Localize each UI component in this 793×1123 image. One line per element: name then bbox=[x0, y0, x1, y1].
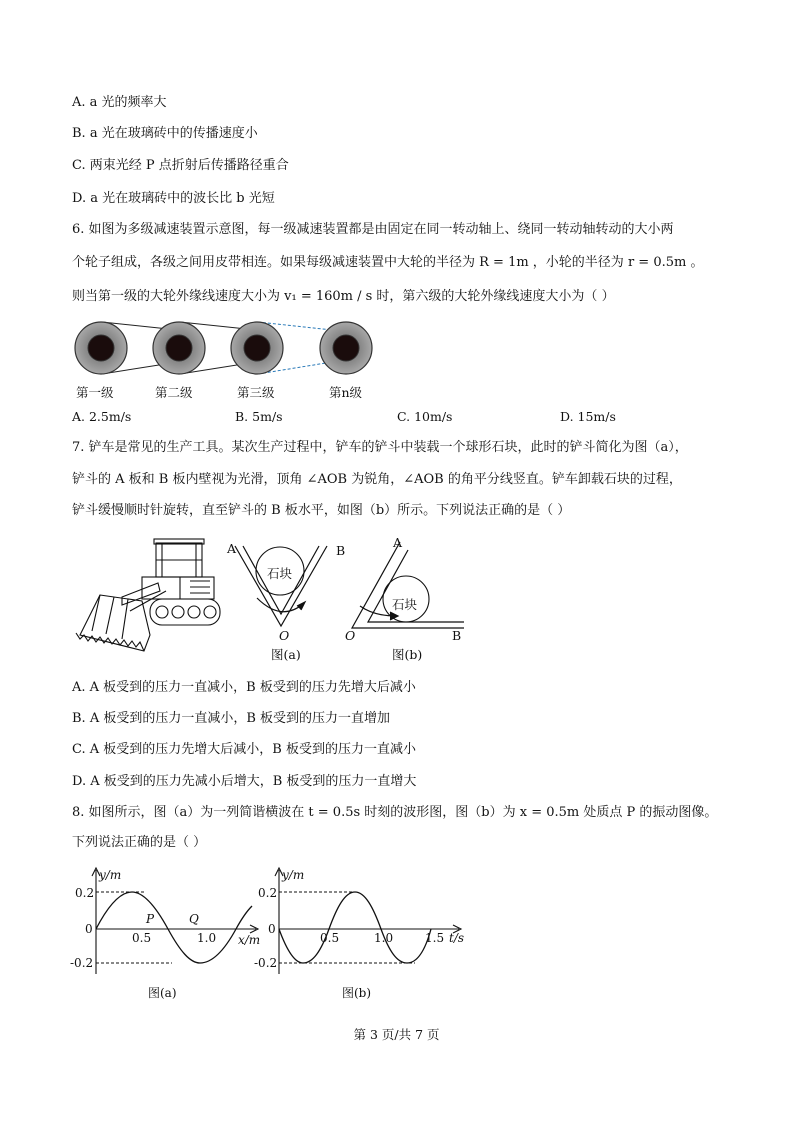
graph-b-xtick-0.5: 0.5 bbox=[320, 931, 340, 945]
figure-b-bucket bbox=[340, 536, 470, 646]
graph-a-ytick-max: 0.2 bbox=[75, 886, 95, 900]
q6-option-a: A. 2.5m/s bbox=[72, 409, 132, 424]
q6-wheel-diagram bbox=[70, 318, 380, 380]
fig-b-label-A: A bbox=[393, 535, 403, 550]
q8-text-line-2: 下列说法正确的是（ ） bbox=[72, 835, 207, 850]
q6-text-line-1: 6. 如图为多级减速装置示意图，每一级减速装置都是由固定在同一转动轴上、绕同一转动轴转动的大小两 bbox=[72, 222, 674, 237]
q6-option-c: C. 10m/s bbox=[397, 409, 453, 424]
q5-option-b: B. a 光在玻璃砖中的传播速度小 bbox=[72, 126, 258, 141]
fig-b-caption: 图(b) bbox=[392, 647, 423, 662]
q7-option-c: C. A 板受到的压力先增大后减小，B 板受到的压力一直减小 bbox=[72, 742, 416, 757]
graph-b-xtick-1.5: 1.5 bbox=[425, 931, 445, 945]
q6-text-line-3: 则当第一级的大轮外缘线速度大小为 v₁ = 160m / s 时，第六级的大轮外缘线速度大小为（ ） bbox=[72, 289, 615, 304]
graph-b-xtick-1.0: 1.0 bbox=[374, 931, 394, 945]
wheel-label-3: 第三级 bbox=[237, 385, 275, 400]
graph-b-ytick-zero: 0 bbox=[268, 922, 276, 936]
graph-b-ytick-max: 0.2 bbox=[258, 886, 278, 900]
q5-option-d: D. a 光在玻璃砖中的波长比 b 光短 bbox=[72, 191, 275, 206]
graph-a-caption: 图(a) bbox=[148, 986, 177, 1000]
page-footer: 第 3 页/共 7 页 bbox=[353, 1027, 440, 1042]
fig-b-label-O: O bbox=[345, 628, 356, 643]
wheel-label-n: 第n级 bbox=[329, 385, 363, 400]
fig-a-label-A: A bbox=[227, 541, 237, 556]
wheel-3 bbox=[231, 322, 283, 374]
wheel-label-2: 第二级 bbox=[155, 385, 193, 400]
q7-option-a: A. A 板受到的压力一直减小，B 板受到的压力先增大后减小 bbox=[72, 680, 416, 695]
q7-text-line-3: 铲斗缓慢顺时针旋转，直至铲斗的 B 板水平，如图（b）所示。下列说法正确的是（ ） bbox=[72, 503, 571, 518]
q7-option-d: D. A 板受到的压力先减小后增大，B 板受到的压力一直增大 bbox=[72, 774, 417, 789]
graph-b-caption: 图(b) bbox=[342, 986, 372, 1000]
wheel-n bbox=[320, 322, 372, 374]
fig-a-label-B: B bbox=[336, 543, 346, 558]
graph-a-ytick-zero: 0 bbox=[85, 922, 93, 936]
fig-a-label-O: O bbox=[279, 628, 290, 643]
graph-a-xtick-0.5: 0.5 bbox=[132, 931, 152, 945]
graph-a-point-P: P bbox=[146, 912, 155, 926]
fig-b-label-B: B bbox=[452, 628, 462, 643]
fig-b-stone: 石块 bbox=[392, 597, 418, 612]
q7-text-line-1: 7. 铲车是常见的生产工具。某次生产过程中，铲车的铲斗中装载一个球形石块，此时的铲斗简化为图（a）， bbox=[72, 440, 688, 455]
graph-b-ytick-min: -0.2 bbox=[254, 956, 278, 970]
wheel-label-1: 第一级 bbox=[76, 385, 114, 400]
wheel-1 bbox=[75, 322, 127, 374]
q7-text-line-2: 铲斗的 A 板和 B 板内壁视为光滑，顶角 ∠AOB 为锐角，∠AOB 的角平分线竖直。铲车卸载石块的过程， bbox=[72, 472, 682, 487]
q5-option-c: C. 两束光经 P 点折射后传播路径重合 bbox=[72, 158, 289, 173]
wave-graph-a bbox=[70, 862, 270, 1002]
graph-b-xlabel: t/s bbox=[449, 931, 465, 945]
q6-text-line-2: 个轮子组成，各级之间用皮带相连。如果每级减速装置中大轮的半径为 R = 1m ，小轮的半径为 r = 0.5m 。 bbox=[72, 255, 704, 270]
q6-option-d: D. 15m/s bbox=[560, 409, 616, 424]
graph-a-point-Q: Q bbox=[189, 912, 199, 926]
fig-a-stone: 石块 bbox=[267, 566, 293, 581]
q7-option-b: B. A 板受到的压力一直减小，B 板受到的压力一直增加 bbox=[72, 711, 391, 726]
q6-option-b: B. 5m/s bbox=[235, 409, 283, 424]
graph-b-ylabel: y/m bbox=[282, 868, 305, 882]
wheel-2 bbox=[153, 322, 205, 374]
q8-text-line-1: 8. 如图所示，图（a）为一列简谐横波在 t = 0.5s 时刻的波形图，图（b）为 x = 0.5m 处质点 P 的振动图像。 bbox=[72, 805, 718, 820]
graph-a-ytick-min: -0.2 bbox=[70, 956, 94, 970]
fig-a-caption: 图(a) bbox=[271, 647, 301, 662]
graph-a-xtick-1.0: 1.0 bbox=[197, 931, 217, 945]
graph-a-xlabel: x/m bbox=[238, 933, 261, 947]
q5-option-a: A. a 光的频率大 bbox=[72, 95, 167, 110]
graph-a-ylabel: y/m bbox=[99, 868, 122, 882]
loader-illustration bbox=[70, 535, 230, 665]
